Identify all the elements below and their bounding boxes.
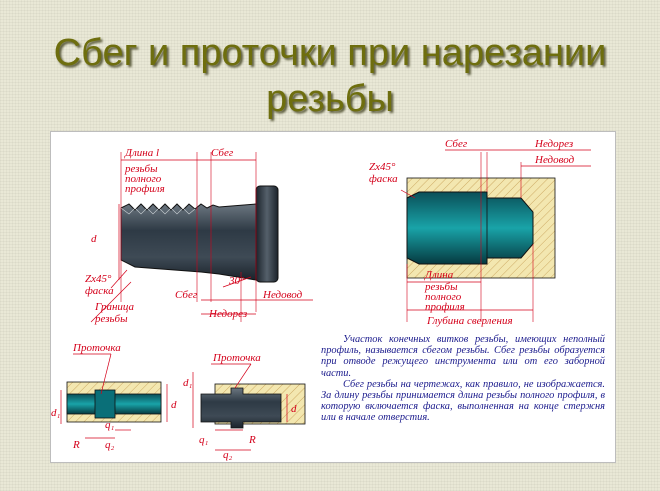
hole-runout-label: Сбег bbox=[445, 138, 468, 150]
bolt-border-label-2: резьбы bbox=[95, 313, 128, 325]
groove-right-q1: q₁ bbox=[199, 434, 209, 446]
groove-left-figure bbox=[51, 342, 177, 451]
hole-figure bbox=[369, 138, 591, 327]
bolt-profile-label: профиля bbox=[125, 183, 165, 195]
hole-chamfer-word: фаска bbox=[369, 173, 398, 185]
bolt-runout-bottom-label: Сбег bbox=[175, 289, 198, 301]
hole-length-label: Длина bbox=[425, 269, 454, 281]
hole-depth-label: Глубина сверления bbox=[427, 315, 513, 327]
groove-right-title: Проточка bbox=[213, 352, 261, 364]
bolt-thread-label: резьбы bbox=[125, 163, 158, 175]
groove-left-r: R bbox=[73, 439, 80, 451]
bolt-full-label: полного bbox=[125, 173, 162, 185]
bolt-undercut-label: Недорез bbox=[209, 308, 248, 320]
bolt-chamfer-word: фаска bbox=[85, 285, 114, 297]
groove-left-q2: q₂ bbox=[105, 439, 115, 451]
title-line-1: Сбег и проточки при нарезании bbox=[53, 32, 607, 74]
groove-left-d: d bbox=[171, 399, 177, 411]
groove-right-r: R bbox=[249, 434, 256, 446]
hole-chamfer-label: Zx45° bbox=[369, 161, 396, 173]
bolt-d-label: d bbox=[91, 233, 97, 245]
hole-overrun-label: Недовод bbox=[535, 154, 575, 166]
description-paragraph-1: Участок конечных витков резьбы, имеющих неполный профиль, называется сбегом резьбы. Сбег резьбы образуется при отводе режущего инструмента или от его заборной части. bbox=[321, 334, 605, 379]
groove-right-d: d bbox=[291, 403, 297, 415]
bolt-length-label: Длина l bbox=[125, 147, 160, 159]
groove-right-q2: q₂ bbox=[223, 449, 233, 461]
bolt-figure bbox=[85, 147, 313, 325]
hole-profile-label: профиля bbox=[425, 301, 465, 313]
groove-left-d1: d₁ bbox=[51, 407, 61, 419]
groove-left-title: Проточка bbox=[73, 342, 121, 354]
groove-right-d1: d₁ bbox=[183, 377, 193, 389]
hole-thread-label: резьбы bbox=[425, 281, 458, 293]
bolt-overrun-label: Недовод bbox=[263, 289, 303, 301]
description-text bbox=[321, 334, 605, 424]
groove-left-q1: q₁ bbox=[105, 419, 115, 431]
hole-undercut-label: Недорез bbox=[535, 138, 574, 150]
hole-full-label: полного bbox=[425, 291, 462, 303]
slide-title bbox=[0, 30, 660, 122]
title-line-2: резьбы bbox=[266, 78, 394, 120]
drawing-panel bbox=[50, 131, 616, 463]
description-paragraph-2: Сбег резьбы на чертежах, как правило, не изображается. За длину резьбы принимается длина резьбы полного профиля, в которую включается фаска, выполненная на конце стержня или в начале отверстия. bbox=[321, 378, 605, 424]
bolt-chamfer-label: Zx45° bbox=[85, 273, 112, 285]
groove-right-figure bbox=[183, 352, 305, 461]
bolt-runout-top-label: Сбег bbox=[211, 147, 234, 159]
bolt-angle-label: 30° bbox=[229, 275, 245, 287]
bolt-border-label: Граница bbox=[95, 301, 135, 313]
